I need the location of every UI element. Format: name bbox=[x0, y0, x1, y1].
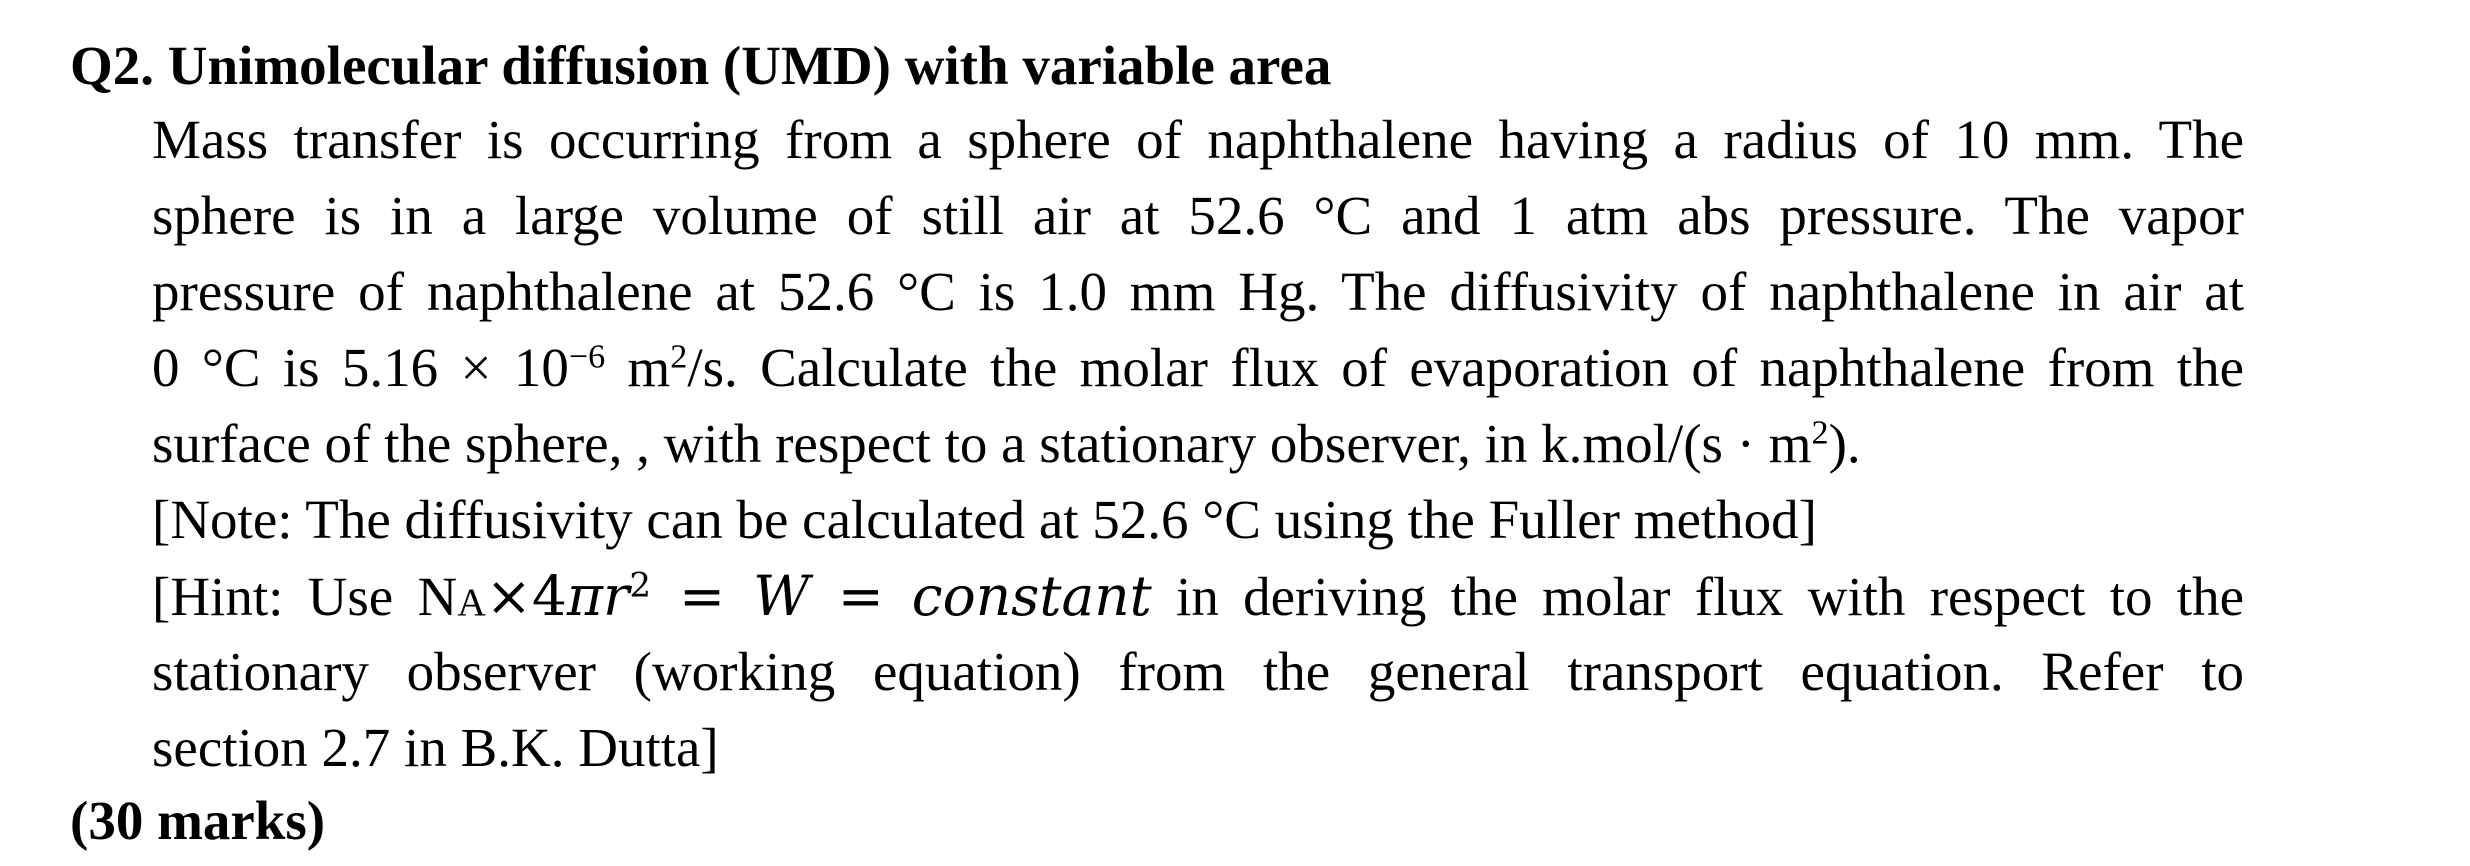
question-body bbox=[152, 102, 2244, 786]
body-line-4-rest: /s. Calculate the molar flux of evaporation of naphthalene from the bbox=[687, 337, 2244, 398]
body-line-5-end: ). bbox=[1828, 413, 1861, 474]
flux-subscript: A bbox=[457, 580, 486, 624]
hint-line-1 bbox=[152, 558, 2244, 634]
eq-w: W bbox=[753, 564, 810, 628]
hint-equation bbox=[486, 564, 1152, 628]
hint-line-3: section 2.7 in B.K. Dutta] bbox=[152, 717, 719, 778]
note-line: [Note: The diffusivity can be calculated at 52.6 °C using the Fuller method] bbox=[152, 489, 1817, 550]
eq-equals-1: = bbox=[651, 564, 754, 628]
marks-label: (30 marks) bbox=[70, 790, 326, 851]
eq-pi: π bbox=[566, 564, 604, 628]
body-line-2: sphere is in a large volume of still air at 52.6 °C and 1 atm abs pressure. The vapor bbox=[152, 185, 2244, 246]
diffusivity-unit-square: 2 bbox=[670, 338, 688, 376]
body-line-5 bbox=[152, 406, 2244, 482]
body-line-5-text: surface of the sphere, , with respect to a stationary observer, in k.mol/(s · m bbox=[152, 413, 1812, 474]
diffusivity-exponent: −6 bbox=[568, 338, 606, 376]
hint-line-1-rest: in deriving the molar flux with respect to the bbox=[1151, 566, 2244, 627]
eq-constant: constant bbox=[911, 564, 1152, 628]
eq-equals-2: = bbox=[809, 564, 912, 628]
diffusivity-value: 0 °C is 5.16 × 10 bbox=[152, 337, 569, 398]
body-line-4 bbox=[152, 330, 2244, 406]
question-heading: Q2. Unimolecular diffusion (UMD) with variable area bbox=[70, 35, 1332, 96]
body-line-3: pressure of naphthalene at 52.6 °C is 1.0 mm Hg. The diffusivity of naphthalene in air at bbox=[152, 261, 2244, 322]
eq-times-four: ×4 bbox=[485, 564, 567, 628]
flux-unit-square: 2 bbox=[1811, 414, 1829, 452]
eq-r: r bbox=[603, 564, 630, 628]
body-line-1: Mass transfer is occurring from a sphere of naphthalene having a radius of 10 mm. The bbox=[152, 109, 2244, 170]
hint-line-2: stationary observer (working equation) from the general transport equation. Refer to bbox=[152, 641, 2244, 702]
diffusivity-unit: m bbox=[605, 337, 671, 398]
eq-r-exponent: 2 bbox=[629, 565, 652, 606]
hint-prefix: [Hint: Use N bbox=[152, 566, 458, 627]
